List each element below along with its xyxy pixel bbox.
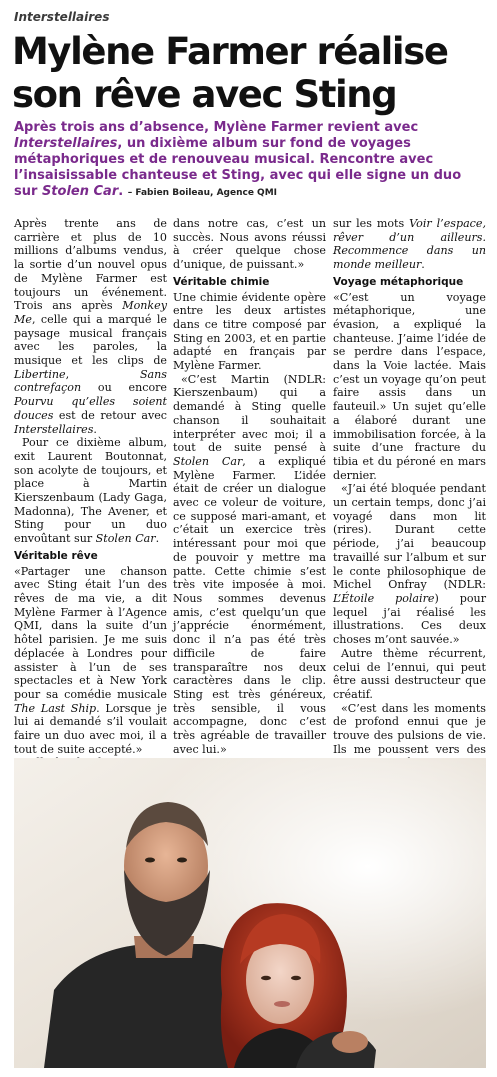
- lead-album-title: Interstellaires: [14, 136, 118, 151]
- lead-text: , un dixième album sur fond de voyages métaphoriques et de renouveau musical. Rencontre avec l’insaisissable chanteuse et Sting, avec qui elle signe un duo sur: [14, 136, 462, 199]
- lead-song-title: Stolen Car: [41, 184, 119, 199]
- article-photo: [14, 758, 486, 1068]
- paragraph: Pour ce dixième album, exit Laurent Boutonnat, son acolyte de toujours, et place à Martin Kierszenbaum (Lady Gaga, Madonna), The Avener, et Sting pour un duo envoûtant sur Stolen Car.: [14, 436, 167, 546]
- paragraph: «C’est un voyage métaphorique, une évasion, a expliqué la chanteuse. J’aime l’idée de se perdre dans l’espace, dans la Voie lactée. Mais c’est un voyage qu’on peut faire assis dans un fauteuil.» Un sujet qu’elle a élaboré durant une immobilisation forcée, à la suite d’une fracture du tibia et du péroné en mars dernier.: [333, 290, 486, 482]
- lead-text: Après trois ans d’absence, Mylène Farmer revient avec: [14, 120, 419, 135]
- subheading: Véritable chimie: [173, 275, 270, 288]
- subheading: Voyage métaphorique: [333, 275, 464, 288]
- lead-text: .: [118, 184, 124, 199]
- lead-paragraph: [14, 120, 486, 201]
- paragraph: «Partager une chanson avec Sting était l’un des rêves de ma vie, a dit Mylène Farmer à l’Agence QMI, dans la suite d’un hôtel parisien. Je me suis déplacée à Londres pour assister à l’un de ses spectacles et à New York pour sa comédie musicale The Last Ship. Lorsque je lui ai demandé s’il voulait faire un duo avec moi, il a tout de suite accepté.»: [14, 564, 167, 756]
- headline: Mylène Farmer réalise son rêve avec Sting: [12, 30, 448, 116]
- paragraph: Après trente ans de carrière et plus de 10 millions d’albums vendus, la sortie d’un nouvel opus de Mylène Farmer est toujours un événement. Trois ans après Monkey Me, celle qui a marqué le paysage musical français avec les paroles, la musique et les clips de Libertine, Sans contrefaçon ou encore Pourvu qu’elles soient douces est de retour avec Interstellaires.: [14, 217, 167, 436]
- paragraph: dans notre cas, c’est un succès. Nous avons réussi à créer quelque chose d’unique, de puissant.»: [173, 217, 326, 272]
- paragraph: «C’est dans les moments de profond ennui que je trouve des pulsions de vie. Ils me poussent vers des: [333, 701, 486, 756]
- paragraph: Une chimie évidente opère entre les deux artistes dans ce titre composé par Sting en 2003, et en partie adapté en français par Mylène Farmer.: [173, 290, 326, 373]
- paragraph: Autre thème récurrent, celui de l’ennui, qui peut être aussi destructeur que créatif.: [333, 646, 486, 701]
- kicker: Interstellaires: [14, 10, 110, 24]
- paragraph: «J’ai été bloquée pendant un certain temps, donc j’ai voyagé dans mon lit (rires). Durant cette période, j’ai beaucoup travaillé sur l’album et sur le conte philosophique de Michel Onfray (NDLR: L’Étoile polaire) pour lequel j’ai réalisé les illustrations. Ces deux choses m’ont sauvée.»: [333, 482, 486, 647]
- byline: – Fabien Boileau, Agence QMI: [127, 188, 278, 198]
- paragraph: sur les mots Voir l’espace, rêver d’un ailleurs. Recommence dans un monde meilleur.: [333, 217, 486, 272]
- paragraph: «C’est Martin (NDLR: Kierszenbaum) qui a demandé à Sting quelle chanson il souhaitait interpréter avec moi; il a tout de suite pensé à Stolen Car, a expliqué Mylène Farmer. L’idée était de créer un dialogue avec ce voleur de voiture, ce supposé mari-amant, et c’était un exercice très intéressant pour moi que de pouvoir y mettre ma patte. Cette chimie s’est très vite imposée à moi. Nous sommes devenus amis, c’est quelqu’un que j’apprécie énormément, donc il n’a pas été très difficile de faire transparaître nos deux caractères dans le clip. Sting est très généreux, très sensible, il vous accompagne, donc c’est très agréable de travailler avec lui.»: [173, 372, 326, 756]
- subheading: Véritable rêve: [14, 549, 98, 562]
